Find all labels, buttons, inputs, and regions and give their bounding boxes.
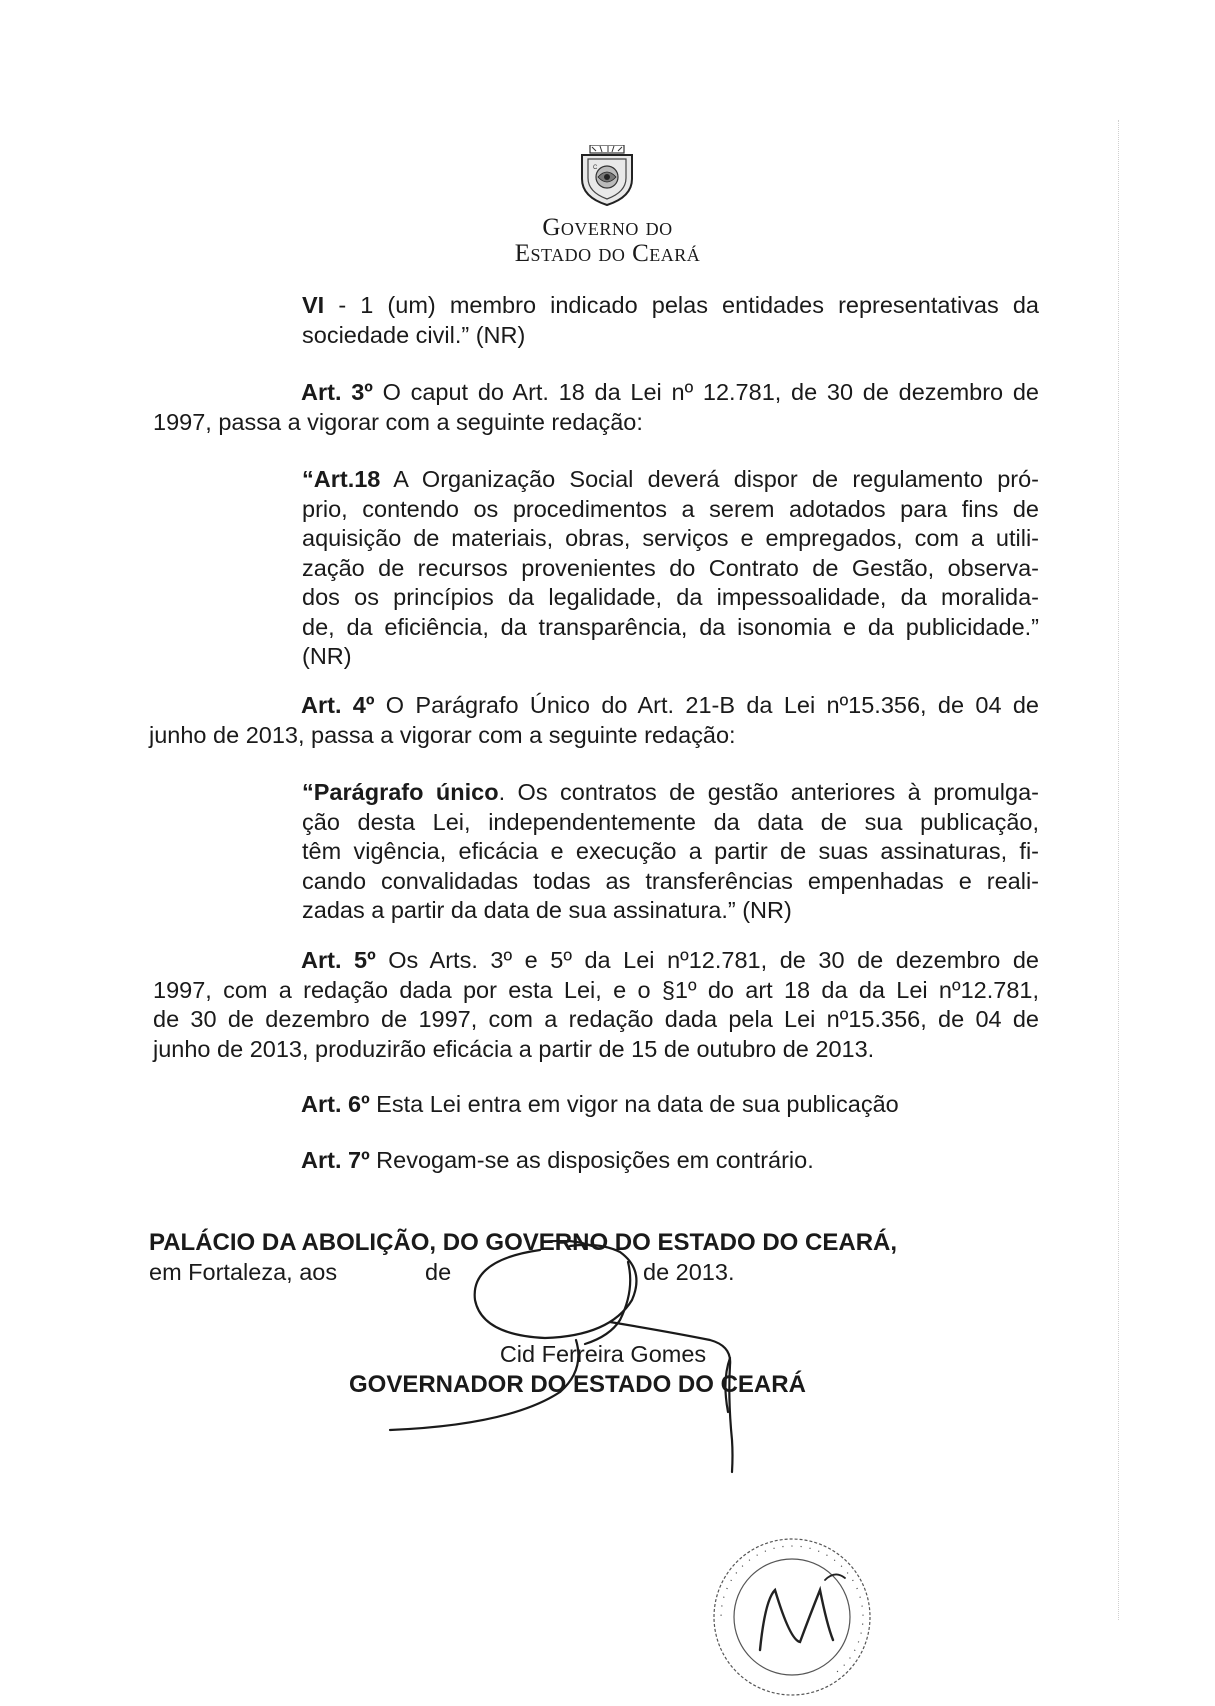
paragraph-line: junho de 2013, passa a vigorar com a seguinte redação: (149, 721, 736, 748)
paragraph-line: 1997, passa a vigorar com a seguinte redação: (153, 408, 643, 435)
paragraph-line: O Parágrafo Único do Art. 21-B da Lei nº15.356, de 04 de (374, 692, 1039, 718)
procuradoria-stamp-icon (705, 1530, 880, 1705)
article-7 (301, 1146, 1041, 1176)
paragraph-line: A Organização Social deverá dispor de regulamento pró- (380, 466, 1039, 492)
svg-text:· · · · · · · · · · · · · · ·: · · · · · · · · · · · · · · · · · · · · · · · · · · · · · · · · (714, 1539, 870, 1678)
handwritten-signature (370, 1240, 810, 1480)
article-lead: Art. 7º (301, 1147, 370, 1173)
svg-text:C: C (593, 165, 598, 171)
paragraph-line: sociedade civil.” (NR) (302, 321, 526, 348)
header-line-governo: Governo do (542, 214, 673, 241)
paragraph-line: de 30 de dezembro de 1997, com a redação dada pela Lei nº15.356, de 04 de (153, 1006, 1039, 1032)
paragraph-line: junho de 2013, produzirão eficácia a partir de 15 de outubro de 2013. (153, 1035, 875, 1062)
page-edge-mark (1118, 120, 1119, 1620)
item-lead: VI (302, 292, 325, 318)
paragraph-line: cando convalidadas todas as transferências empenhadas e reali- (302, 867, 1039, 894)
paragraph-text: Revogam-se as disposições em contrário. (369, 1147, 814, 1173)
article-lead: Art. 3º (301, 379, 373, 405)
paragraph-line: ção desta Lei, independentemente da data de sua publicação, (302, 808, 1039, 835)
place-date-de: de (425, 1259, 452, 1285)
paragraph-line: têm vigência, eficácia e execução a partir de suas assinaturas, fi- (302, 838, 1039, 864)
paragraph-line: dos os princípios da legalidade, da impessoalidade, da moralida- (302, 584, 1039, 610)
paragraph-line: (NR) (302, 643, 352, 669)
signer-name: Cid Ferreira Gomes (499, 1341, 707, 1367)
article-lead: Art. 5º (301, 947, 376, 973)
article-5 (153, 946, 1039, 1064)
place-date-prefix: em Fortaleza, aos (149, 1259, 338, 1285)
header-line-estado: Estado do Ceará (514, 240, 701, 267)
article-6 (301, 1090, 1041, 1120)
paragraph-line: Os Arts. 3º e 5º da Lei nº12.781, de 30 de dezembro de (375, 947, 1039, 973)
paragraph-line: zadas a partir da data de sua assinatura.” (NR) (302, 897, 792, 923)
paragraph-line: - 1 (um) membro indicado pelas entidades representativas da (324, 292, 1039, 318)
paragraph-vi (302, 291, 1039, 350)
quoted-paragrafo-unico (302, 778, 1039, 926)
article-3 (153, 378, 1039, 437)
palace-line: PALÁCIO DA ABOLIÇÃO, DO GOVERNO DO ESTADO DO CEARÁ, (149, 1229, 898, 1256)
paragraph-line: . Os contratos de gestão anteriores à promulga- (498, 779, 1039, 805)
article-lead: Art. 4º (301, 692, 375, 718)
paragraph-lead: “Parágrafo único (302, 779, 499, 805)
state-coat-of-arms-icon (578, 145, 636, 207)
paragraph-line: aquisição de materiais, obras, serviços e empregados, com a utili- (302, 525, 1039, 551)
paragraph-line: prio, contendo os procedimentos a serem adotados para fins de (302, 495, 1039, 522)
signer-title: GOVERNADOR DO ESTADO DO CEARÁ (349, 1371, 806, 1398)
paragraph-line: de, da eficiência, da transparência, da isonomia e da publicidade.” (302, 613, 1039, 640)
paragraph-line: zação de recursos provenientes do Contrato de Gestão, observa- (302, 554, 1039, 581)
article-4 (149, 691, 1039, 750)
quoted-article-18 (302, 465, 1039, 672)
paragraph-line: 1997, com a redação dada por esta Lei, e o §1º do art 18 da da Lei nº12.781, (153, 976, 1039, 1003)
article-lead: Art. 6º (301, 1091, 370, 1117)
paragraph-line: O caput do Art. 18 da Lei nº 12.781, de 30 de dezembro de (372, 379, 1040, 405)
article-lead: “Art.18 (302, 466, 381, 492)
paragraph-text: Esta Lei entra em vigor na data de sua publicação (369, 1091, 899, 1117)
place-date-year: de 2013. (643, 1259, 735, 1285)
